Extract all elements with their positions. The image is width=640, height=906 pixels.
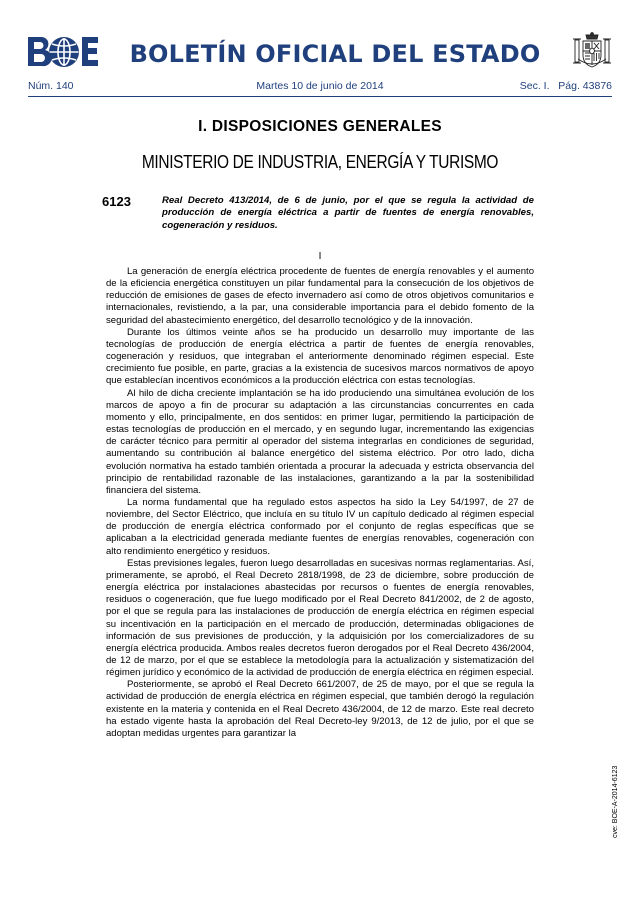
paragraph: La norma fundamental que ha regulado estos aspectos ha sido la Ley 54/1997, de 27 de noviembre, del Sector Eléctrico, que incluía en su título IV un capítulo dedicado al régimen especial de producción de energía eléctrica conformado por el conjunto de reglas específicas que se aplicaban a la electricidad generada mediante fuentes de energías renovables, cogeneración con alto rendimiento energético y residuos.	[106, 496, 534, 557]
paragraph: La generación de energía eléctrica procedente de fuentes de energía renovables y el aumento de la eficiencia energética constituyen un pilar fundamental para la consecución de los objetivos de reducción de emisiones de gases de efecto invernadero así como de otros objetivos comunitarios e internacionales, revistiendo, a la par, una considerable importancia para el debido fomento de la seguridad del abastecimiento energético, del desarrollo tecnológico y de la innovación.	[106, 266, 534, 326]
paragraph: Estas previsiones legales, fueron luego desarrolladas en sucesivas normas reglamentarias. Así, primeramente, se aprobó, el Real Decreto 2818/1998, de 23 de diciembre, sobre producción de energía eléctrica por instalaciones abastecidas por recursos o fuentes de energía renovables, residuos o cogeneración, que fue luego modificado por el Real Decreto 841/2002, de 2 de agosto, por el que se regula para las instalaciones de producción de energía eléctrica en régimen especial su incentivación en la participación en el mercado de producción, determinadas obligaciones de información de sus previsiones de producción, y la adquisición por los comercializadores de su energía eléctrica producida. Ambos reales decretos fueron derogados por el Real Decreto 436/2004, de 12 de marzo, por el que se establece la metodología para la actualización y sistematización del régimen jurídico y económico de la actividad de producción de energía eléctrica en régimen especial.	[106, 557, 534, 679]
issue-number: Núm. 140	[28, 80, 74, 92]
disposition-title: Real Decreto 413/2014, de 6 de junio, por el que se regula la actividad de producción de energía eléctrica a partir de fuentes de energía renovables, cogeneración y residuos.	[162, 195, 534, 231]
document-body	[106, 266, 534, 740]
section-label: Sec. I.	[519, 80, 550, 92]
paragraph: Durante los últimos veinte años se ha producido un desarrollo muy importante de las tecnologías de producción de energía eléctrica a partir de fuentes de energía renovables, cogeneración y residuos, que integraban el anteriormente denominado régimen especial. Este crecimiento fue posible, en parte, gracias a la existencia de sucesivos marcos normativos de apoyo que establecían incentivos económicos a la producción eléctrica con estas tecnologías.	[106, 326, 534, 387]
ministry-heading: MINISTERIO DE INDUSTRIA, ENERGÍA Y TURISMO	[141, 152, 499, 172]
issue-date: Martes 10 de junio de 2014	[256, 80, 384, 92]
cve-code: cve: BOE-A-2014-6123	[612, 765, 619, 838]
coat-of-arms-icon	[572, 31, 612, 71]
section-heading: I. DISPOSICIONES GENERALES	[198, 118, 442, 135]
page-number: Pág. 43876	[558, 80, 612, 92]
gazette-title: BOLETÍN OFICIAL DEL ESTADO	[129, 40, 541, 68]
paragraph: Posteriormente, se aprobó el Real Decreto 661/2007, de 25 de mayo, por el que se regula la actividad de producción de energía eléctrica en régimen especial, que también derogó la regulación existente en la materia y contenida en el Real Decreto 436/2004, de 12 de marzo. Este real decreto ha estado vigente hasta la aprobación del Real Decreto-ley 9/2013, de 12 de julio, por el que se adoptan medidas urgentes para garantizar la	[106, 679, 534, 739]
section-page	[520, 80, 612, 92]
boe-logo-icon	[28, 36, 98, 68]
disposition-number: 6123	[102, 194, 131, 209]
chapter-number: I	[318, 251, 322, 262]
masthead	[0, 0, 640, 90]
issue-bar	[28, 80, 612, 94]
header-rule	[28, 96, 612, 97]
paragraph: Al hilo de dicha creciente implantación se ha ido produciendo una simultánea evolución de los marcos de apoyo a fin de procurar su adaptación a las circunstancias concurrentes en cada momento y ello, principalmente, en dos sentidos: en primer lugar, permitiendo la participación de estas tecnologías de producción en el mercado, y en segundo lugar, incrementando las exigencias de carácter técnico para permitir al operador del sistema integrarlas en condiciones de seguridad, aumentando su contribución al balance energético del sistema eléctrico. Por otro lado, dicha evolución normativa ha estado también orientada a procurar la adecuada y estricta observancia del principio de rentabilidad razonable de las instalaciones, garantizando a la par la sostenibilidad financiera del sistema.	[106, 387, 534, 496]
